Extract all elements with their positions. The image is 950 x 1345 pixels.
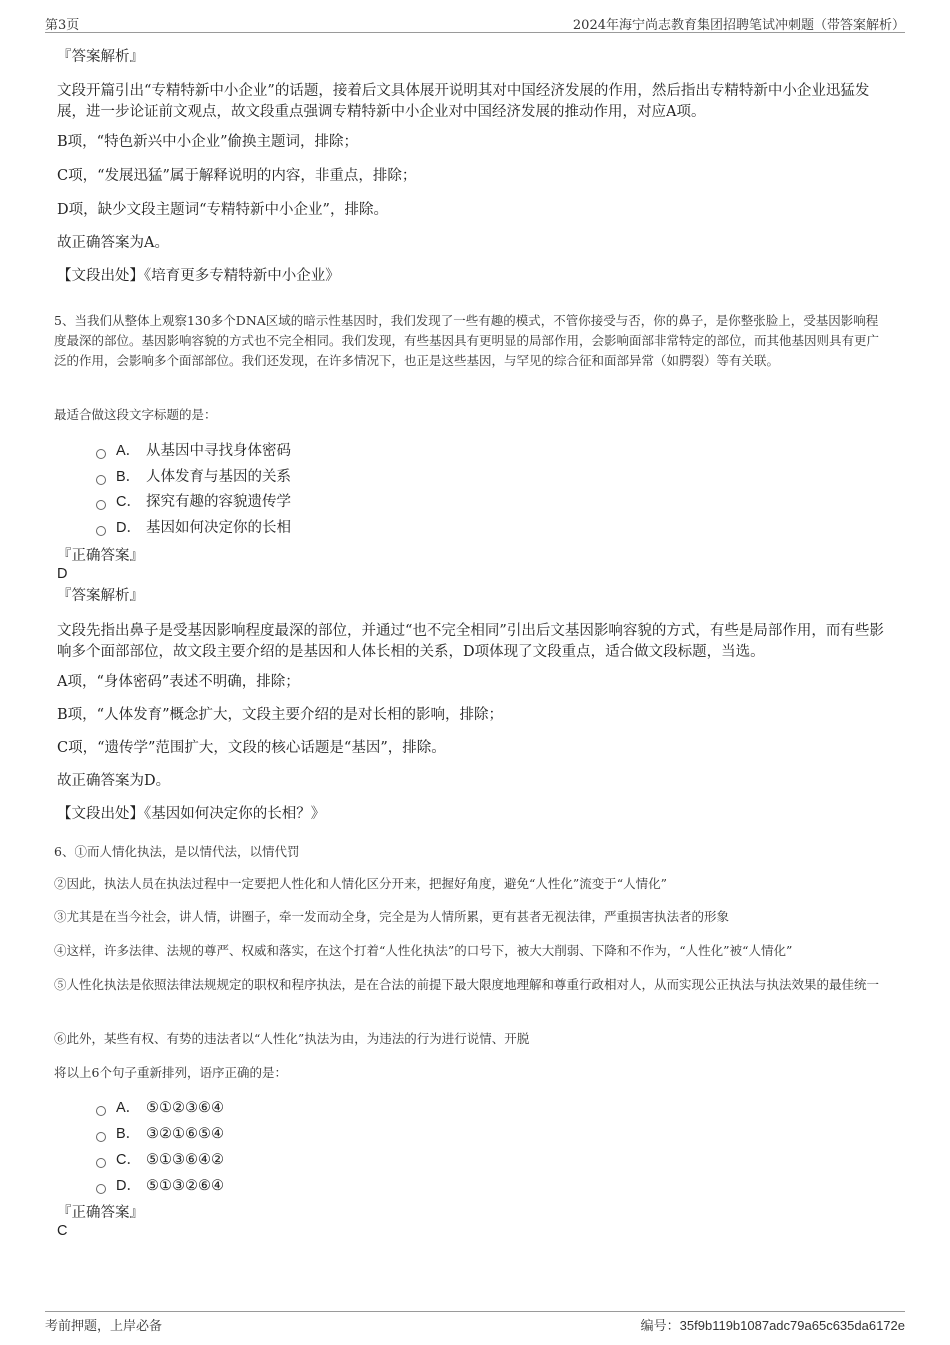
page-footer bbox=[45, 1311, 905, 1336]
option-letter: A． bbox=[116, 443, 141, 459]
code-label: 编号： bbox=[640, 1319, 680, 1334]
page-header bbox=[45, 10, 905, 33]
option-b[interactable] bbox=[96, 1123, 224, 1145]
answer-label: 『正确答案』 bbox=[57, 548, 144, 564]
analysis-paragraph: 文段开篇引出“专精特新中小企业”的话题，接着后文具体展开说明其对中国经济发展的作用，然后指出专精特新中小企业迅猛发展，进一步论证前文观点，故文段重点强调专精特新中小企业对中国经济发展的推动作用，对应A项。 bbox=[57, 83, 870, 120]
option-letter: A． bbox=[116, 1100, 141, 1116]
option-a[interactable] bbox=[96, 1097, 224, 1119]
source-citation: 【文段出处】《基因如何决定你的长相？》 bbox=[57, 806, 326, 822]
document-title: 2024年海宁尚志教育集团招聘笔试冲刺题（带答案解析） bbox=[572, 18, 905, 33]
question-stem: 6、①而人情化执法，是以情代法，以情代罚 bbox=[54, 844, 300, 859]
option-text: 探究有趣的容貌遗传学 bbox=[146, 494, 291, 510]
sentence-item: ⑤人性化执法是依照法律法规规定的职权和程序执法，是在合法的前提下最大限度地理解和尊重行政相对人，从而实现公正执法与执法效果的最佳统一 bbox=[54, 977, 880, 992]
option-c[interactable] bbox=[96, 491, 291, 513]
option-letter: B． bbox=[116, 469, 141, 485]
option-letter: B． bbox=[116, 1126, 141, 1142]
analysis-paragraph: 故正确答案为D。 bbox=[57, 773, 171, 789]
analysis-label: 『答案解析』 bbox=[57, 588, 144, 604]
question-stem: 5、当我们从整体上观察130多个DNA区域的暗示性基因时，我们发现了一些有趣的模式，不管你接受与否，你的鼻子，是你整张脸上，受基因影响程度最深的部位。基因影响容貌的方式也不完全相同。我们发现，有些基因具有更明显的局部作用，会影响面部非常特定的部位，而其他基因则具有更广泛的作用，会影响多个面部部位。我们还发现，在许多情况下，也正是这些基因，与罕见的综合征和面部异常（如腭裂）等有关联。 bbox=[54, 313, 880, 368]
radio-icon[interactable] bbox=[96, 475, 106, 485]
sentence-item: ⑥此外，某些有权、有势的违法者以“人性化”执法为由，为违法的行为进行说情、开脱 bbox=[54, 1031, 530, 1046]
sentence-item: ③尤其是在当今社会，讲人情，讲圈子，牵一发而动全身，完全是为人情所累，更有甚者无视法律，严重损害执法者的形象 bbox=[54, 909, 730, 924]
footer-slogan: 考前押题，上岸必备 bbox=[45, 1319, 163, 1334]
code-value: 35f9b119b1087adc79a65c635da6172e bbox=[679, 1318, 905, 1333]
analysis-paragraph: C项，“发展迅猛”属于解释说明的内容，非重点，排除； bbox=[57, 168, 417, 184]
option-text: 人体发育与基因的关系 bbox=[146, 469, 291, 485]
option-b[interactable] bbox=[96, 466, 291, 488]
radio-icon[interactable] bbox=[96, 1158, 106, 1168]
sentence-item: ④这样，许多法律、法规的尊严、权威和落实，在这个打着“人性化执法”的口号下，被大大削弱、下降和不作为，“人性化”被“人情化” bbox=[54, 943, 793, 958]
option-letter: C． bbox=[116, 494, 141, 510]
option-a[interactable] bbox=[96, 440, 291, 462]
analysis-label: 『答案解析』 bbox=[57, 49, 144, 65]
radio-icon[interactable] bbox=[96, 526, 106, 536]
option-c[interactable] bbox=[96, 1149, 224, 1171]
radio-icon[interactable] bbox=[96, 500, 106, 510]
option-text: ⑤①③②⑥④ bbox=[146, 1178, 224, 1194]
document-code bbox=[641, 1315, 905, 1334]
analysis-paragraph: D项，缺少文段主题词“专精特新中小企业”，排除。 bbox=[57, 202, 388, 218]
analysis-paragraph: 故正确答案为A。 bbox=[57, 235, 169, 251]
option-letter: C． bbox=[116, 1152, 141, 1168]
option-text: 基因如何决定你的长相 bbox=[146, 520, 291, 536]
sentence-item: ②因此，执法人员在执法过程中一定要把人性化和人情化区分开来，把握好角度，避免“人性化”流变于“人情化” bbox=[54, 876, 668, 891]
correct-answer: D bbox=[57, 566, 68, 582]
question-prompt: 将以上6个句子重新排列，语序正确的是： bbox=[54, 1065, 287, 1080]
page-number: 第3页 bbox=[45, 18, 80, 33]
analysis-paragraph: 文段先指出鼻子是受基因影响程度最深的部位，并通过“也不完全相同”引出后文基因影响容貌的方式，有些是局部作用，而有些影响多个面部部位，故文段主要介绍的是基因和人体长相的关系，D项体现了文段重点，适合做文段标题，当选。 bbox=[57, 623, 884, 660]
source-citation: 【文段出处】《培育更多专精特新中小企业》 bbox=[57, 268, 340, 284]
radio-icon[interactable] bbox=[96, 1132, 106, 1142]
answer-label: 『正确答案』 bbox=[57, 1205, 144, 1221]
option-text: ⑤①②③⑥④ bbox=[146, 1100, 224, 1116]
analysis-paragraph: B项，“特色新兴中小企业”偷换主题词，排除； bbox=[57, 134, 358, 150]
radio-icon[interactable] bbox=[96, 449, 106, 459]
option-letter: D． bbox=[116, 1178, 141, 1194]
analysis-paragraph: C项，“遗传学”范围扩大，文段的核心话题是“基因”，排除。 bbox=[57, 740, 446, 756]
option-text: ⑤①③⑥④② bbox=[146, 1152, 224, 1168]
analysis-paragraph: A项，“身体密码”表述不明确，排除； bbox=[57, 674, 300, 690]
option-text: 从基因中寻找身体密码 bbox=[146, 443, 291, 459]
question-prompt: 最适合做这段文字标题的是： bbox=[54, 407, 217, 422]
option-d[interactable] bbox=[96, 517, 291, 539]
correct-answer: C bbox=[57, 1223, 68, 1239]
analysis-paragraph: B项，“人体发育”概念扩大，文段主要介绍的是对长相的影响，排除； bbox=[57, 707, 503, 723]
option-text: ③②①⑥⑤④ bbox=[146, 1126, 224, 1142]
option-d[interactable] bbox=[96, 1175, 224, 1197]
option-letter: D． bbox=[116, 520, 141, 536]
radio-icon[interactable] bbox=[96, 1184, 106, 1194]
radio-icon[interactable] bbox=[96, 1106, 106, 1116]
